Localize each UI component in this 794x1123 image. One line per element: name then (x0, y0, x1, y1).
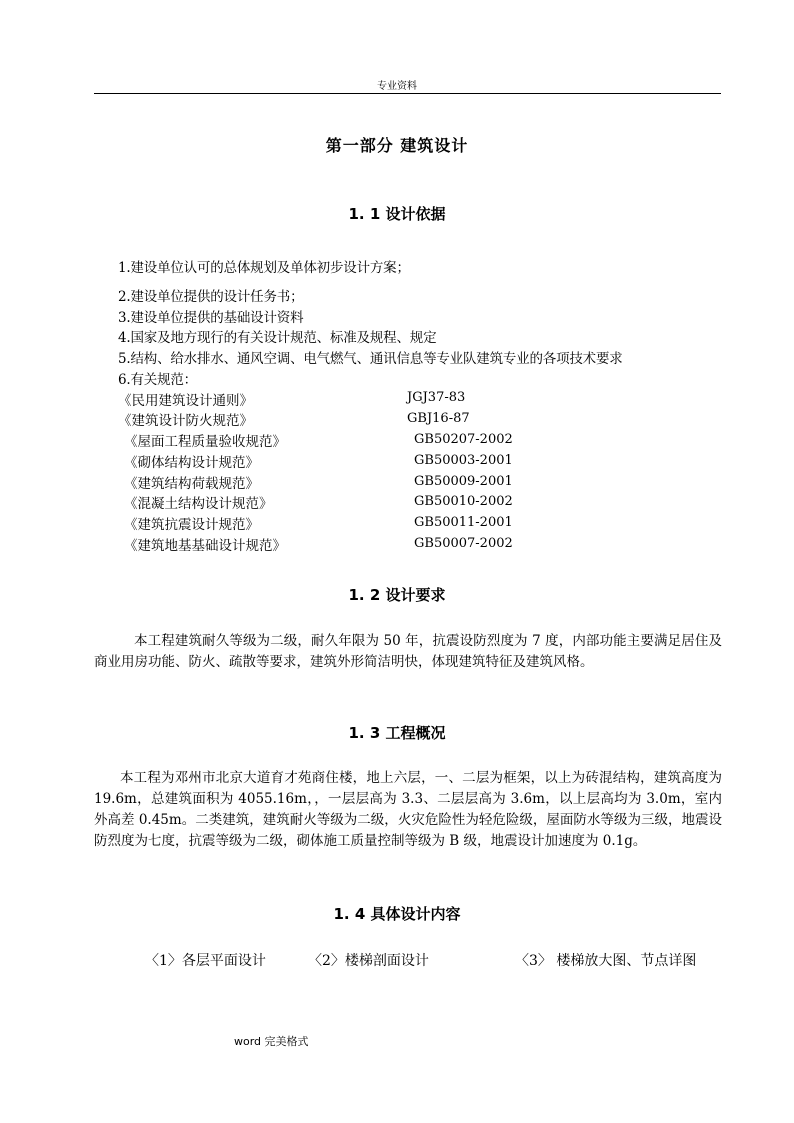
standard-code: GB50003-2001 (414, 453, 513, 468)
standard-code: GBJ16-87 (407, 411, 470, 426)
standard-name: 《建筑设计防火规范》 (118, 413, 253, 429)
section-1-4-title: 1. 4 具体设计内容 (333, 905, 461, 923)
standard-name: 《民用建筑设计通则》 (118, 393, 253, 409)
part-title: 第一部分 建筑设计 (325, 136, 469, 155)
design-content-item: 〈3〉 楼梯放大图、节点详图 (515, 953, 697, 969)
paragraph-text: 本工程为邓州市北京大道育才苑商住楼，地上六层，一、二层为框架，以上为砖混结构，建筑高度为 19.6m，总建筑面积为 4055.16m，，一层层高为 3.3、二层层高为 3.6m，以上层高均为 3.0m，室内外高差 0.45m。二类建筑，建筑耐火等级为二级，火灾危险性为轻危险级，屋面防水等级为三级，地震设防烈度为七度，抗震等级为二级，砌体施工质量控制等级为 B 级，地震设计加速度为 0.1g。 (94, 770, 722, 849)
standard-name: 《混凝土结构设计规范》 (124, 496, 273, 512)
design-requirements-paragraph (94, 631, 722, 673)
page-footer: word 完美格式 (234, 1035, 309, 1048)
standard-name: 《屋面工程质量验收规范》 (124, 434, 286, 450)
basis-item-3: 3.建设单位提供的基础设计资料 (118, 310, 304, 326)
basis-item-1: 1.建设单位认可的总体规划及单体初步设计方案； (118, 260, 410, 276)
project-overview-paragraph (94, 768, 722, 852)
section-1-1-title: 1. 1 设计依据 (348, 205, 446, 223)
standard-code: GB50011-2001 (414, 515, 513, 530)
section-1-3-title: 1. 3 工程概况 (348, 724, 446, 742)
design-content-item: 〈2〉楼梯剖面设计 (308, 953, 429, 969)
standard-name: 《砌体结构设计规范》 (124, 455, 259, 471)
section-1-2-title: 1. 2 设计要求 (348, 586, 446, 604)
basis-item-4: 4.国家及地方现行的有关设计规范、标准及规程、规定 (118, 330, 437, 346)
page-header: 专业资料 (377, 81, 417, 92)
standard-code: GB50010-2002 (414, 494, 513, 509)
paragraph-text: 本工程建筑耐久等级为二级，耐久年限为 50 年，抗震设防烈度为 7 度，内部功能主要满足居住及商业用房功能、防火、疏散等要求，建筑外形简洁明快，体现建筑特征及建筑风格。 (94, 633, 722, 670)
standard-name: 《建筑结构荷载规范》 (124, 476, 259, 492)
header-divider (94, 93, 721, 94)
standard-code: GB50007-2002 (414, 536, 513, 551)
basis-item-2: 2.建设单位提供的设计任务书； (118, 289, 304, 305)
standard-name: 《建筑地基基础设计规范》 (124, 538, 286, 554)
design-content-item: 〈1〉各层平面设计 (145, 953, 266, 969)
standard-code: JGJ37-83 (407, 390, 466, 405)
standard-code: GB50009-2001 (414, 474, 513, 489)
basis-item-6: 6.有关规范： (118, 372, 197, 388)
basis-item-5: 5.结构、给水排水、通风空调、电气燃气、通讯信息等专业队建筑专业的各项技术要求 (118, 351, 623, 367)
standard-name: 《建筑抗震设计规范》 (124, 517, 259, 533)
standard-code: GB50207-2002 (414, 432, 513, 447)
